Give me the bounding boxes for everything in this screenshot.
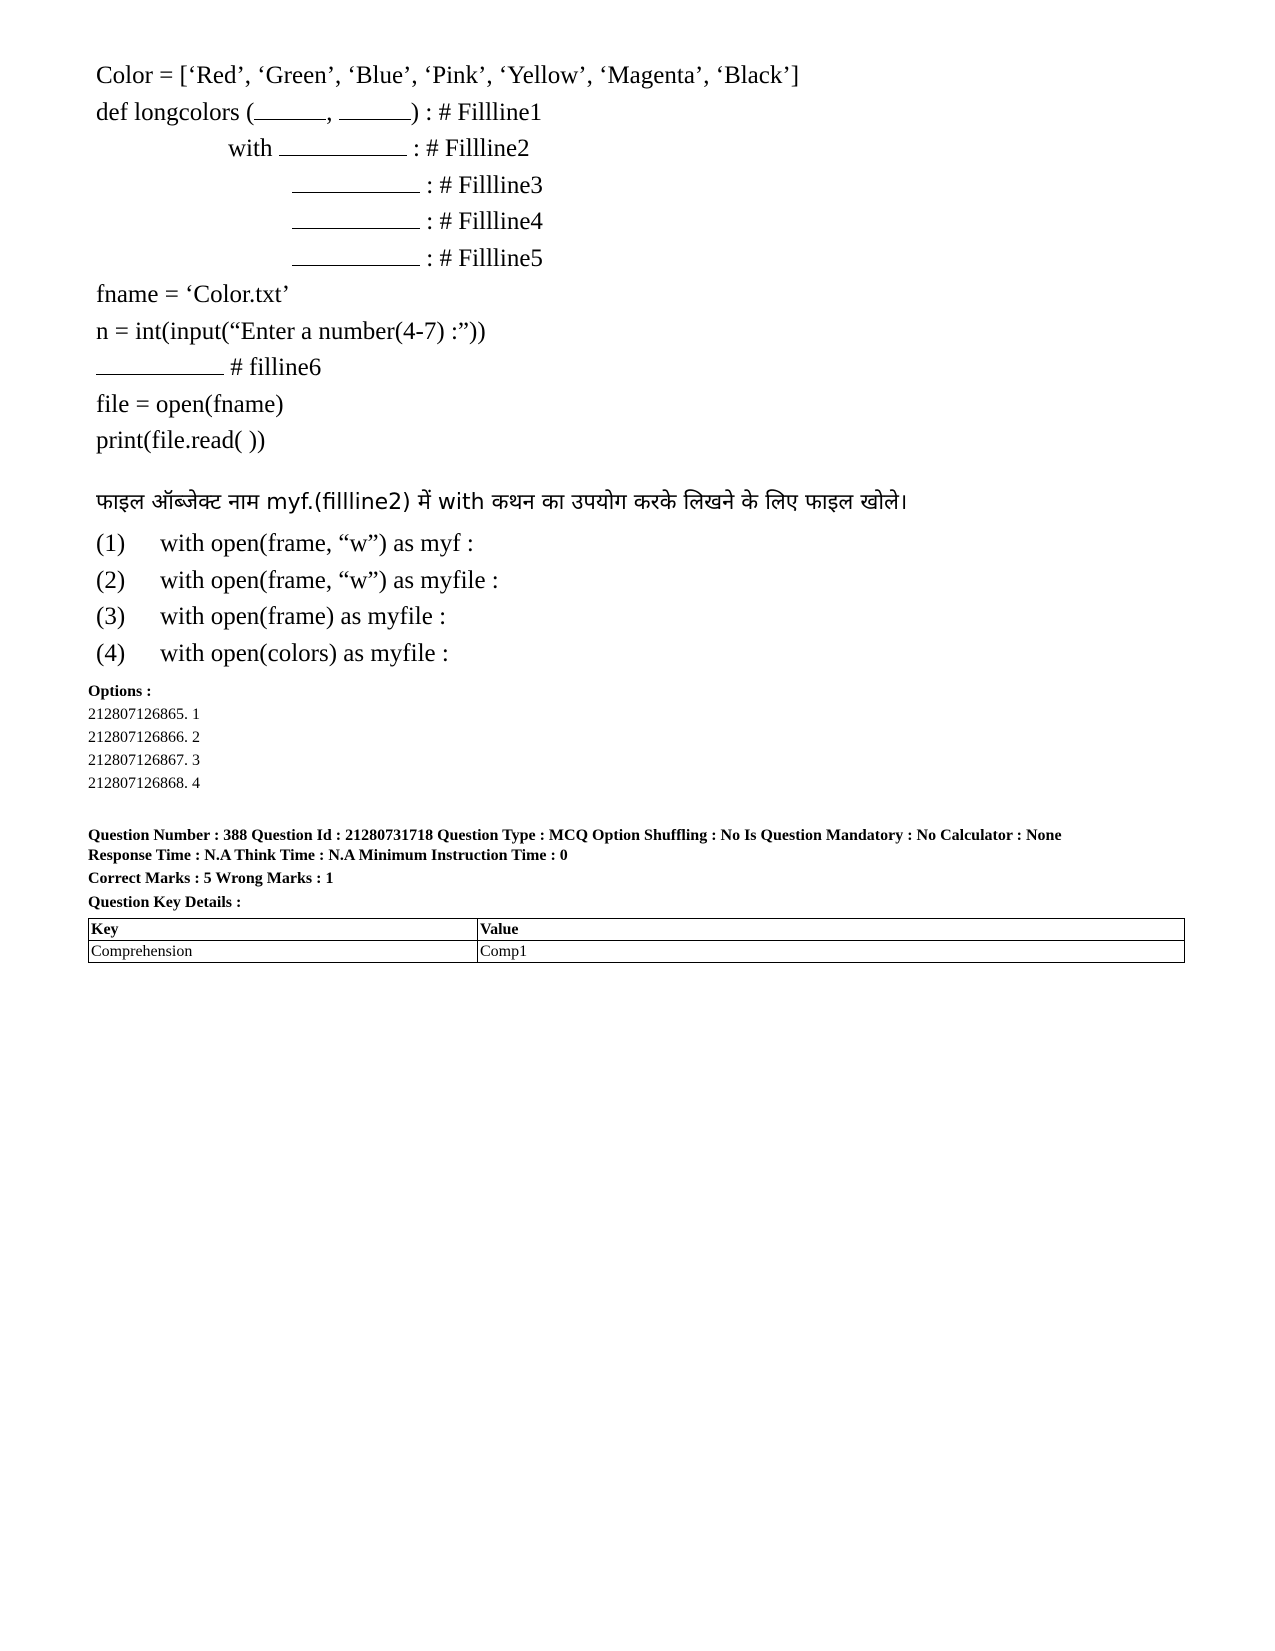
fill-blank: [292, 206, 420, 229]
marks-info: Correct Marks : 5 Wrong Marks : 1: [88, 870, 334, 887]
fill-blank: [292, 243, 420, 266]
code-text: ,: [326, 98, 339, 126]
code-text: : # Fillline3: [420, 171, 543, 199]
code-line-8: n = int(input(“Enter a number(4-7) :”)): [96, 317, 486, 345]
options-block: [88, 680, 200, 795]
fill-blank: [292, 170, 420, 193]
fill-blank: [96, 352, 224, 375]
code-line-3: [96, 131, 799, 168]
option-id: 212807126868. 4: [88, 775, 200, 792]
question-info: [88, 826, 1238, 912]
code-text: : # Fillline4: [420, 208, 543, 235]
code-line-9: [96, 350, 799, 387]
choice-number: (4): [96, 639, 126, 667]
code-text: with: [228, 135, 279, 162]
question-info-line-1: Question Number : 388 Question Id : 21280731718 Question Type : MCQ Option Shuffling : No Is Question Mandatory : No Calculator : None: [88, 827, 1062, 844]
option-id: 212807126867. 3: [88, 752, 200, 769]
question-text: फाइल ऑब्जेक्ट नाम myf.(fillline2) में with कथन का उपयोग करके लिखने के लिए फाइल खोले।: [96, 490, 908, 515]
code-line-10: file = open(fname): [96, 390, 284, 418]
code-line-2: [96, 95, 799, 132]
code-text: : # Fillline5: [420, 244, 543, 272]
choice-text: with open(frame, “w”) as myf :: [160, 530, 474, 557]
code-line-4: [96, 168, 799, 205]
table-cell: Comp1: [478, 941, 1185, 963]
key-details-label: Question Key Details :: [88, 893, 242, 911]
choice-list: [96, 526, 499, 672]
table-header: Key: [89, 919, 478, 941]
choice-item: [96, 563, 499, 600]
code-line-5: [96, 204, 799, 241]
choice-number: (2): [96, 566, 126, 594]
code-text: : # Fillline2: [406, 135, 530, 162]
choice-item: [96, 599, 499, 636]
table-row: [89, 941, 1185, 963]
table-header-row: [89, 919, 1185, 941]
code-line-11: print(file.read( )): [96, 427, 266, 454]
fill-blank: [279, 133, 407, 156]
key-details-table: [88, 918, 1185, 963]
code-line-7: fname = ‘Color.txt’: [96, 281, 290, 308]
table-header: Value: [478, 919, 1185, 941]
choice-number: (1): [96, 530, 126, 557]
code-line-6: [96, 241, 799, 278]
option-id: 212807126865. 1: [88, 706, 200, 723]
code-text: # filline6: [224, 354, 322, 381]
choice-item: [96, 636, 499, 673]
choice-text: with open(frame) as myfile :: [160, 603, 447, 630]
code-line-1: Color = [‘Red’, ‘Green’, ‘Blue’, ‘Pink’, ‘Yellow’, ‘Magenta’, ‘Black’]: [96, 62, 800, 89]
choice-text: with open(frame, “w”) as myfile :: [160, 566, 499, 594]
code-text: ) : # Fillline1: [410, 98, 543, 126]
question-info-line-2: Response Time : N.A Think Time : N.A Minimum Instruction Time : 0: [88, 846, 568, 864]
fill-blank: [339, 97, 411, 120]
code-text: def longcolors (: [96, 98, 255, 126]
choice-text: with open(colors) as myfile :: [160, 639, 449, 667]
option-id: 212807126866. 2: [88, 729, 200, 746]
choice-number: (3): [96, 603, 126, 630]
options-label: Options :: [88, 683, 152, 700]
table-cell: Comprehension: [89, 941, 478, 963]
fill-blank: [254, 97, 326, 120]
code-block: [96, 58, 799, 460]
choice-item: [96, 526, 499, 563]
